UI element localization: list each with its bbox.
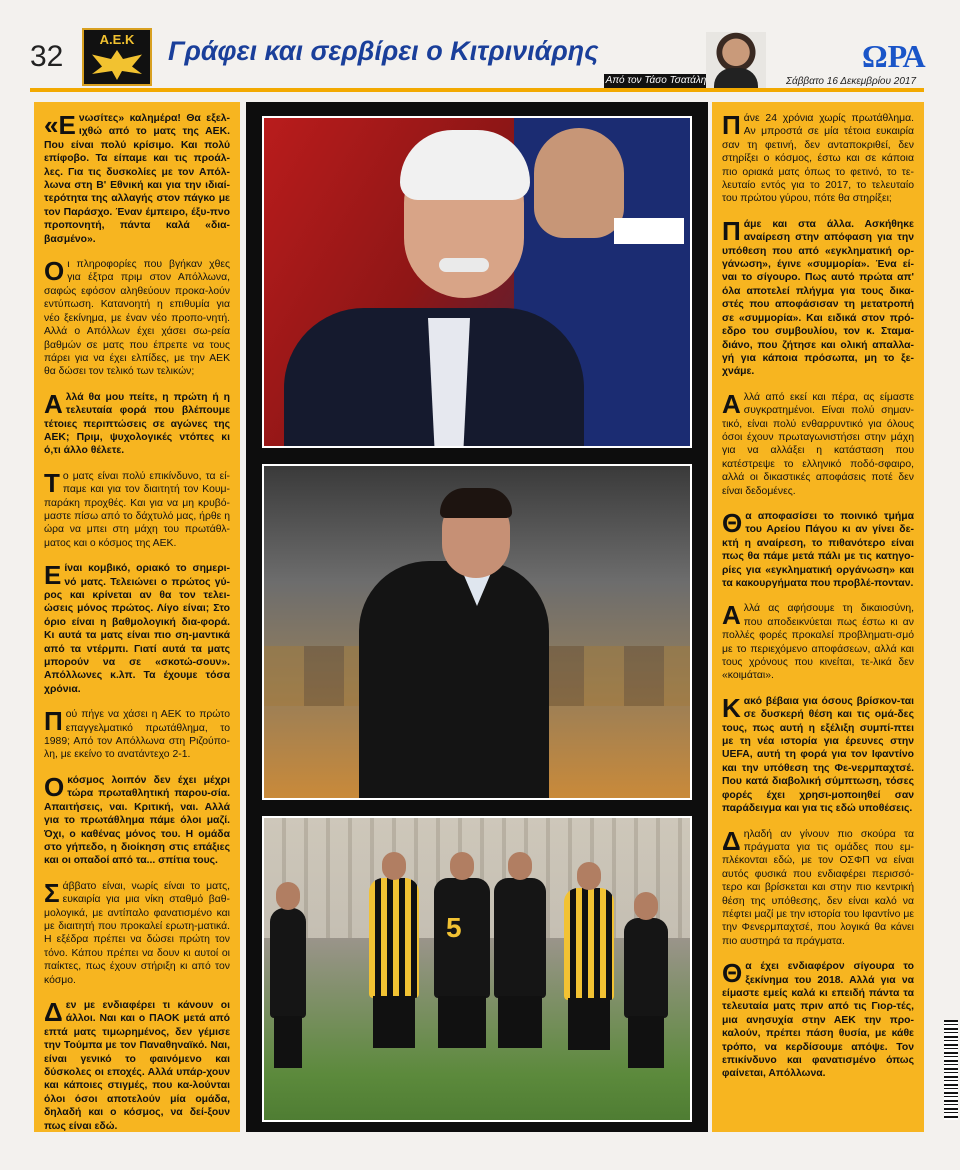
paragraph-text: λλά θα μου πείτε, η πρώτη ή η τελευταία φορά που βλέπουμε τέτοιες περιπτώσεις σε αγώνες της ΑΕΚ; Πριμ, ψυχολογικές ντόπες κι ό,τι άλλο θέλετε. [44,391,230,457]
header-rule [30,88,924,92]
page-number: 32 [30,40,64,73]
jersey-number: 5 [446,912,462,943]
article-paragraph [722,960,914,1081]
club-logo [82,28,152,86]
photo-president [262,116,692,448]
byline: Από τον Τάσο Τσατάλη [605,75,707,86]
barcode [944,1020,958,1120]
drop-cap: Π [722,215,741,246]
paragraph-text: ι πληροφορίες που βγήκαν χθες για έξτρα πριμ στον Απόλλωνα, σαφώς εφόσον αληθεύουν προκα-λούν εντύπωση. Κατανοητή η επιθυμία για νέο ξεκίνημα, με έναν νέο προπο-νητή. Αλλά ο Απόλλων έχει χάσει σω-ρεία βαθμών σε ματς που έπρεπε να τους πάρει για να έχει ελπίδες, με την ΑΕΚ θα δώσει τον τελικό των τελικών; [44,259,230,378]
article-paragraph [722,602,914,682]
article-paragraph [722,692,914,816]
article-paragraph [722,112,914,206]
drop-cap: Α [722,600,741,631]
article-paragraph [44,877,230,987]
eagle-icon [92,50,142,80]
article-paragraph [44,467,230,550]
paragraph-text: λλά ας αφήσουμε τη δικαιοσύνη, που αποδεικνύεται πως έστω κι αν πολλές φορές προκαλεί προβληματι-σμό με το περιεχόμενο αποφάσεων, αλλά και τους χρόνους που κινείται, τε-λικά δεν «κοιμάται». [722,603,914,682]
drop-cap: Α [722,388,741,419]
paragraph-text: κόσμος λοιπόν δεν έχει μέχρι τώρα πρωταθλητική παρου-σία. Απαιτήσεις, ναι. Κριτική, ναι. Αλλά για το πρωτάθλημα πάμε όλοι μαζί. Όχι, ο καθένας μόνος του. Η ομάδα στο γήπεδο, η διοίκηση στις επάξιες και οι οπαδοί από τα... σπίτια τους. [44,774,230,867]
article-paragraph [722,507,914,590]
article-paragraph [44,996,230,1132]
author-photo [706,32,766,90]
article-paragraph [44,771,230,868]
drop-cap: Α [44,388,63,419]
paragraph-text: άμε και στα άλλα. Ασκήθηκε αναίρεση στην απόφαση για την υπόθεση που από «εγκληματική ορ-γάνωση», έγινε «συμμορία». Ένα εί-ναι το σίγουρο. Πως αυτό πρώτα απ' όλα αποτελεί πλήγμα για τους δικα-στές που αποφάσισαν τη μετατροπή σε «συμμορία». Και ειδικά στον πρό-εδρο του συμβουλίου, τον κ. Σταμα-διάνο, που ζήτησε και ολική απαλλα-γή για κάποια πρόσωπα, μη το ξε-χνάμε. [722,218,914,378]
drop-cap: Τ [44,467,60,498]
drop-cap: Π [44,706,63,737]
photo-players [262,816,692,1122]
article-paragraph [44,388,230,458]
right-column [712,102,924,1132]
issue-date: Σάββατο 16 Δεκεμβρίου 2017 [786,76,917,87]
drop-cap: Δ [722,825,741,856]
paragraph-text: ο ματς είναι πολύ επικίνδυνο, τα εί-παμε και για τον διαιτητή τον Κουμ-παράκη προχθές. Και για να μη κρυβό-μαστε πίσω από το δάχτυλό μας, ήρθε η ώρα να μπει στη μάχη του πρωτάθλ-ματος και ο κόσμος της ΑΕΚ. [44,470,230,549]
article-paragraph [722,825,914,949]
article-paragraph [722,388,914,498]
drop-cap: «Ε [44,110,76,140]
paragraph-text: α έχει ενδιαφέρον σίγουρα το ξεκίνημα του 2018. Αλλά για να είμαστε εμείς καλά κι επειδή πάντα τα τελευταία ματς πριν από τις Γιορ-τές, μια ανησυχία στην ΑΕΚ την προ-καλούν, πρέπει πάση θυσία, με κάθε τρόπο, να κερδίσουμε απόψε. Τον επικίνδυνο και φανατισμένο όπως φαίνεται, Απόλλωνα. [722,961,914,1080]
photo-panel [246,102,708,1132]
drop-cap: Ο [44,771,65,802]
drop-cap: Σ [44,877,60,908]
paragraph-text: άββατο είναι, νωρίς είναι το ματς, ευκαιρία για μια νίκη σταθμό βαθ-μολογικά, με αντίπαλο φανατισμένο και με διαιτητή που προκαλεί ερωτη-ματικά. Η εξέδρα πρέπει να δώσει πρώτη τον τόνο. Κάπου πρέπει να δουν κι αυτοί οι παίκτες, πως έχουν στήριξη κι από τον κόσμο. [44,880,230,986]
drop-cap: Ο [44,256,65,287]
photo-coach [262,464,692,800]
article-paragraph [44,258,230,379]
paragraph-text: ηλαδή αν γίνουν πιο σκούρα τα πράγματα για τις ομάδες που εμ-πλέκονται εδώ, με τον ΟΣΦΠ να είναι αυτός φυσικά που ενδιαφέρει περισσό-τερο και βρίσκεται και στην πιο κεντρική θέση της υπόθεσης, δεν είναι καλό να πέφτει μαζί με την ιστορία του Ιφαντίνο με την Φενερμπαχτσέ, που λογικά θα κάνει πιο αυστηρά τα πράγματα. [722,828,914,947]
drop-cap: Ε [44,560,62,591]
logo-text: Α.Ε.Κ [99,32,135,47]
drop-cap: Θ [722,958,743,989]
paragraph-text: ακό βέβαια για όσους βρίσκον-ται σε δυσκερή θέση και τις ομά-δες τους, πως αυτή η εξέλιξη συμπί-πτει με τη νέα ιστορία για έρευνες στην UEFA, αυτή τη φορά για τον Ιφαντίνο και την υπόθεση της Φε-νερμπαχτσέ. Που κατά διαβολική σύμπτωση, τόσες φορές έχει χρησι-μοποιηθεί σαν παράδειγμα και για τις εδώ υποθέσεις. [722,695,914,815]
headline: Γράφει και σερβίρει ο Κιτρινιάρης [168,36,599,66]
article-paragraph [44,562,230,696]
paragraph-text: ίναι κομβικό, οριακό το σημερι-νό ματς. Τελειώνει ο πρώτος γύ-ρος και κρίνεται αν θα τον τελει-ώσεις μόνος πρώτος. Λίγο είναι; Στο όριο είναι η βαθμολογική δια-φορά. Κι αυτά τα ματς είναι πιο ση-μαντικά από τα ντέρμπι. Γιατί αυτά τα ματς μπορούν να σε «σκοτώ-σουν». Απόλλωνες κ.λπ. Τα έχουμε τόσα χρόνια. [44,563,230,695]
article-paragraph [722,215,914,379]
drop-cap: Θ [722,507,743,538]
paragraph-text: ού πήγε να χάσει η ΑΕΚ το πρώτο επαγγελματικό πρωτάθλημα, το 1989; Από τον Απόλλωνα στη Ριζούπο-λη, με εκείνο το ανατάντεχο 2-1. [44,709,230,761]
drop-cap: Π [722,110,741,140]
paragraph-text: νωσίτες» καλημέρα! Θα εξελ-ιχθώ από το ματς της ΑΕΚ. Που είναι πολύ κρίσιμο. Και πολύ επίφοβο. Τα είπαμε και τις προάλ-λες. Για τις δυσκολίες με τον Απόλ-λωνα στη Β' Εθνική και για την ιδιαί-τερότητα της αλλαγής στον πάγκο με τον Παράσχο. Έναν έμπειρο, έξυ-πνο προπονητή, πάντα καλά «δια-βασμένο». [44,113,230,245]
newspaper-logo: ΩΡΑ [862,38,926,74]
paragraph-text: εν με ενδιαφέρει τι κάνουν οι άλλοι. Ναι και ο ΠΑΟΚ μετά από επτά ματς τιμωρημένος, δεν γέμισε την Τούμπα με τον Παναθηναϊκό. Ναι, είναι γενικό το φαινόμενο και δύσκολες οι εποχές. Αλλά υπάρ-χουν και κάποιες στιγμές, που κα-λούνται όλοι όσοι αποτελούν μία ομάδα, δηλαδή και ο κόσμος, να δεί-ξουν πως είναι εδώ. [44,999,230,1132]
drop-cap: Δ [44,996,63,1027]
drop-cap: Κ [722,692,741,723]
paragraph-text: λλά από εκεί και πέρα, ας είμαστε συγκρατημένοι. Είναι πολύ σημαν-τικό, είναι πολύ ενθαρρυντικό για όλους όσοι έχουν πρωταγωνιστήσει στην μάχη για να αλλάξει η κατάσταση που κατέστρεψε το ελληνικό ποδό-σφαιρο, αλλά οι δικαστικές αποφάσεις ποτέ δεν είναι δεδομένες. [722,391,914,497]
paragraph-text: άνε 24 χρόνια χωρίς πρωτάθλημα. Αν μπροστά σε μία τέτοια ευκαιρία σαν τη φετινή, δεν ανταποκριθεί, δεν στηρίξει ο κόσμος, έστω και σε κάποια πιο οριακά ματς όπως το φετινό, το τε-λευταίο εντός για το 2017, το τελευταίο του πρώτου γύρου, πότε θα στηρίξει; [722,113,914,205]
paragraph-text: α αποφασίσει το ποινικό τμήμα του Αρείου Πάγου κι αν γίνει δε-κτή η αναίρεση, το πιθανότερο είναι πως θα πάμε μετά πάλι με τις κατηγο-ρίες για «εγκληματική οργάνωση» και τα κακουργήματα που προβλέ-πονταν. [722,510,914,589]
article-paragraph [44,708,230,762]
article-paragraph [44,112,230,246]
left-column [34,102,240,1132]
